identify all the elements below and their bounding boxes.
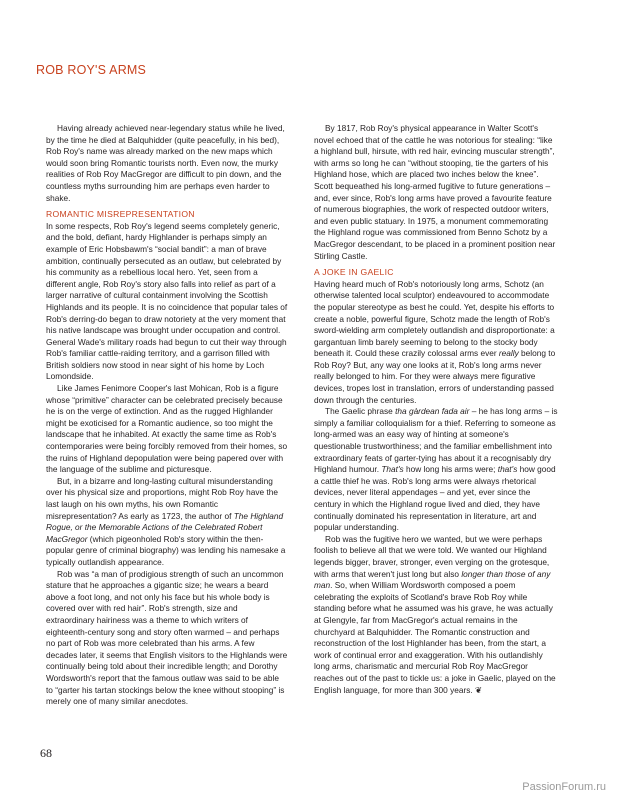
paragraph: By 1817, Rob Roy's physical appearance in Walter Scott's novel echoed that of the cattle he was notorious for stealing: “like a highland bull, hirsute, with red hair, evincing muscular strength”, with arms so long he can “without stooping, tie the garters of his Highland hose, which are placed two inches below the knee”. Scott bequeathed his long-armed fugitive to future generations – and, ever since, Rob's long arms have proved a favourite feature of numerous biographies, the work of respected outdoor writers, and even public statuary. In 1975, a monument commemorating the Highland rogue was commissioned from Benno Schotz by a MacGregor descendant, to be placed in a prominent position near Stirling Castle. (314, 123, 556, 261)
paragraph (46, 476, 288, 569)
paragraph (314, 534, 558, 696)
page-title: ROB ROY'S ARMS (36, 63, 147, 77)
page-number: 68 (40, 746, 52, 760)
text-run: . So, when William Wordsworth composed a poem celebrating the exploits of Scotland's brave Rob Roy while standing before what he assumed was his grave, he was actually at Glengyle, far from MacGregor's actual remains in the churchyard at Balquhidder. The Romantic construction and reconstruction of the lost Highlander has been, from the start, a work of continual error and exaggeration. With his outlandishly long arms, charismatic and mercurial Rob Roy MacGregor reaches out of the past to tickle us: a joke in Gaelic, played on the English language, for more than 300 years. (314, 580, 556, 695)
paragraph: Rob was “a man of prodigious strength of such an uncommon stature that he approaches a gigantic size; he wears a beard above a foot long, and not only his face but his whole body is covered over with red hair”. Rob's strength, size and extraordinary hairiness was a theme to which writers of eighteenth-century song and story often warmed – and perhaps no part of Rob was more celebrated than his arms. A few decades later, it seems that English visitors to the Highlands were continually being told about their incredible length; and Dorothy Wordsworth's report that the famous outlaw was said to be able to “garter his tartan stockings below the knee without stooping” is merely one of many similar anecdotes. (46, 568, 288, 707)
paragraph: Like James Fenimore Cooper's last Mohican, Rob is a figure whose “primitive” character can be celebrated precisely because he is on the verge of extinction. And as the rugged Highlander might be exoticised for a Romantic audience, so too might the landscape that he inhabited. At exactly the same time as Rob's contemporaries were being forcibly removed from their homes, so the ruins of Highland depopulation were being papered over with the language of the sublime and picturesque. (46, 383, 288, 475)
text-run: – he has long arms – is simply a familiar colloquialism for a thief. Referring to someone as long-armed was an easy way of hinting at someone's questionable trustworthiness; and the familiar embellishment into extraordinary feats of garter-tying has about it a recognisably dry Highland humour. (314, 406, 558, 475)
section-heading: A JOKE IN GAELIC (314, 267, 394, 278)
text-run: Rob was the fugitive hero we wanted, but we were perhaps foolish to believe all that we were told. We wanted our Highland legends bigger, braver, stronger, even verging on the grotesque, with arms that weren't just long but also (314, 533, 550, 579)
section-heading: ROMANTIC MISREPRESENTATION (46, 209, 195, 220)
emphasis: longer than those of any man (314, 568, 551, 591)
paragraph: In some respects, Rob Roy's legend seems completely generic, and the bold, defiant, hardy Highlander is perhaps simply an example of Eric Hobsbawm's “social bandit”: a man of brave ambition, continually persecuted as an outlaw, but celebrated by his community as a rebellious local hero. Yet, seen from a different angle, Rob Roy's story also falls into relief as part of a larger narrative of cultural containment involving the Scottish Highlands and its people. It is no coincidence that popular tales of Rob's derring-do began to draw notoriety at the very moment that his native landscape was brought under occupation and control. General Wade's military roads had begun to cut their way through Rob's familiar cattle-raiding territory, and a garrison filled with British soldiers now stood in near sight of his home by Loch Lomondside. (46, 220, 288, 382)
watermark: PassionForum.ru (522, 781, 606, 793)
text-run: But, in a bizarre and long-lasting cultural misunderstanding over his physical size and proportions, might Rob Roy have the last laugh on his own myths, his own Romantic misrepresentation? As early as 1723, the author of (46, 475, 278, 521)
paragraph (314, 279, 558, 407)
text-run: how long his arms were; (403, 464, 498, 475)
text-run: Having heard much of Rob's notoriously long arms, Schotz (an otherwise talented local sculptor) endeavoured to accommodate the popular stereotype as best he could. Yet, despite his efforts to create a noble, powerful figure, Schotz made the length of Rob's sword-wielding arm completely outlandish and disproportionate: a gargantuan limb barely seeming to belong to the stocky body beneath it. Could these crazily colossal arms ever (314, 278, 555, 359)
left-column (46, 123, 288, 708)
text-run: (which pigeonholed Rob's story within the then-popular genre of criminal biography) was lending his namesake a typically outlandish appearance. (46, 533, 286, 567)
emphasis: That's (381, 464, 404, 475)
text-run: The Gaelic phrase (325, 406, 396, 417)
text-run: belong to Rob Roy? But, any way one looks at it, Rob's long arms never really belonged to him. For they were always mere figurative devices, tropes lost in translation, errors of understanding passed down through the centuries. (314, 348, 556, 405)
paragraph: Having already achieved near-legendary status while he lived, by the time he died at Balquhidder (quite peacefully, in his bed), Rob Roy's name was already marked on the new maps which would soon bring Romantic tourists north. Even now, the murky realities of Rob Roy MacGregor are difficult to pin down, and the countless myths surrounding him are perhaps even harder to shake. (46, 123, 285, 203)
end-mark-icon: ❦ (472, 684, 482, 695)
gaelic-phrase: tha gàrdean fada air (395, 406, 470, 417)
emphasis: that's (497, 464, 518, 475)
paragraph (314, 406, 558, 534)
right-column (314, 123, 558, 696)
book-title: The Highland Rogue, or the Memorable Actions of the Celebrated Robert MacGregor (46, 510, 284, 544)
text-run: how good a cattle thief he was. Rob's long arms were always rhetorical devices, never literal appendages – and yet, ever since the century in which the Highland rogue lived and died, they have continually dominated his representation in literature, art and popular understanding. (314, 464, 556, 533)
emphasis: really (498, 348, 519, 359)
